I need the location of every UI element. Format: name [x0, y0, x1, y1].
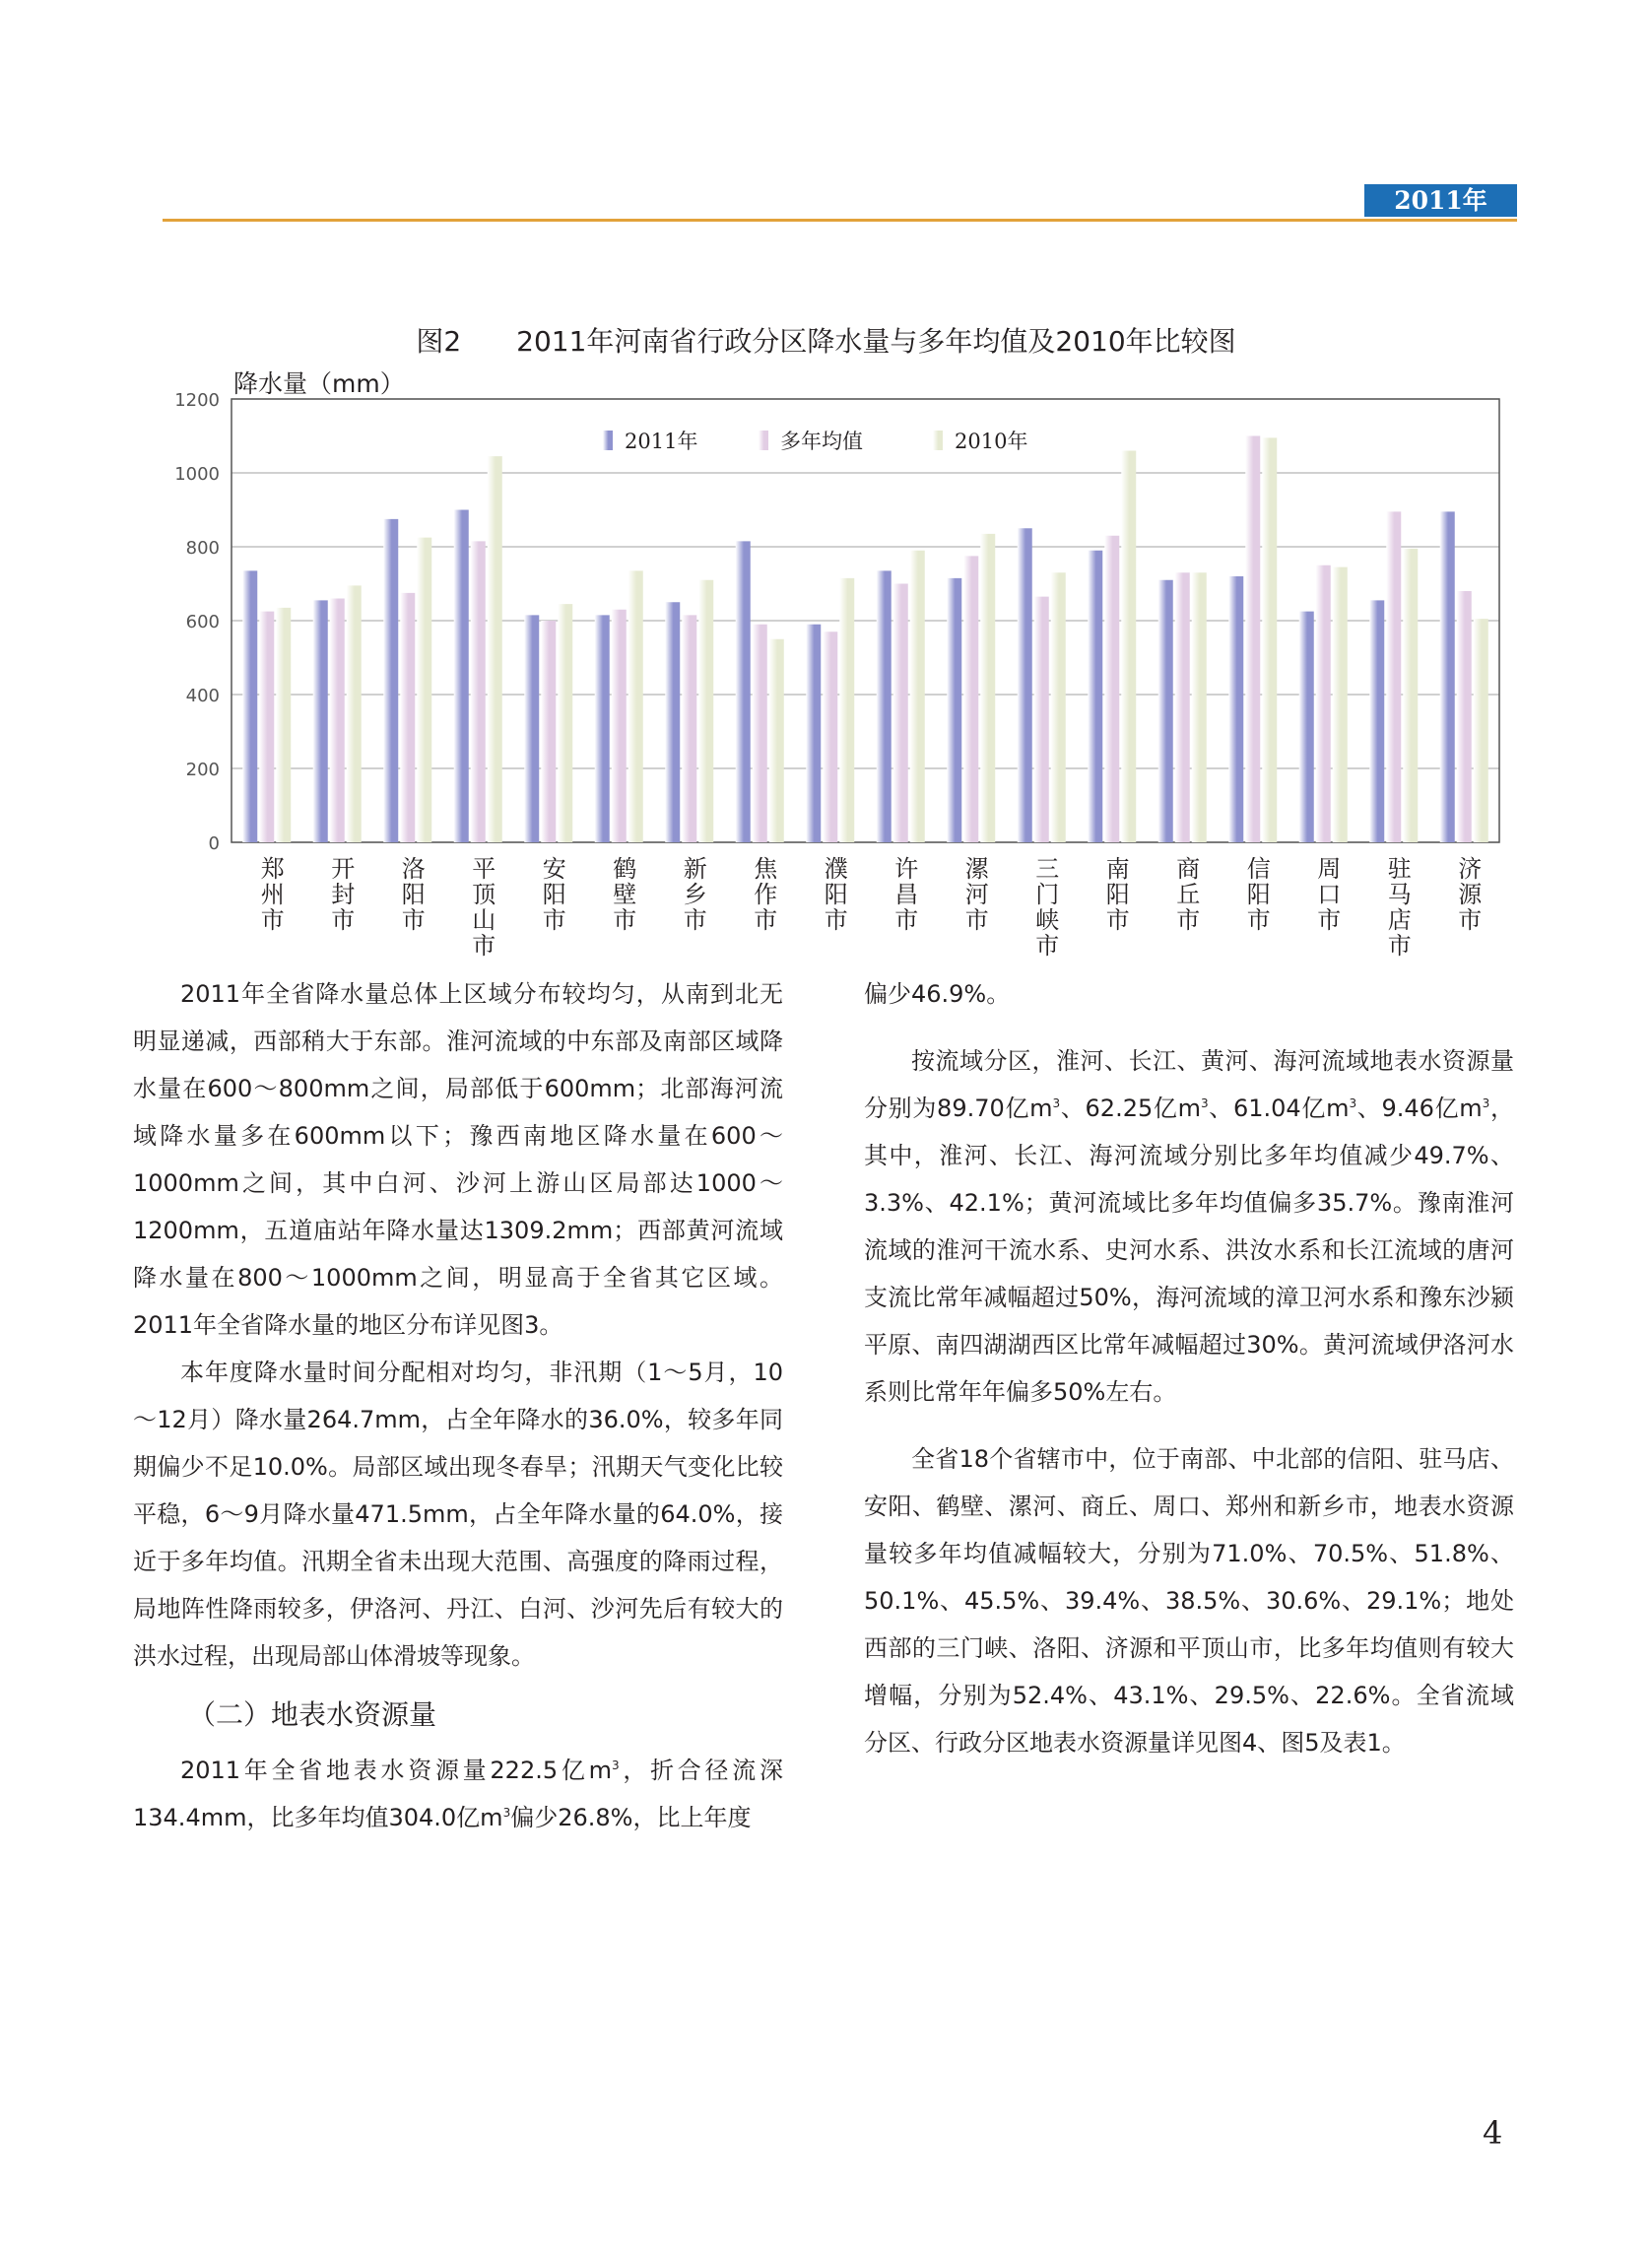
paragraph	[133, 1747, 783, 1841]
superscript: 3	[1052, 1096, 1061, 1110]
bar-mean	[471, 541, 486, 842]
paragraph: 全省18个省辖市中，位于南部、中北部的信阳、驻马店、安阳、鹤壁、漯河、商丘、周口、郑州和新乡市，地表水资源量较多年均值减幅较大，分别为71.0%、70.5%、51.8%、50.1%、45.5%、39.4%、38.5%、30.6%、29.1%；地处西部的三门峡、洛阳、济源和平顶山市，比多年均值则有较大增幅，分别为52.4%、43.1%、29.5%、22.6%。全省流域分区、行政分区地表水资源量详见图4、图5及表1。	[864, 1445, 1514, 1757]
x-tick-label: 安阳市	[542, 855, 566, 934]
x-tick-label: 济源市	[1458, 855, 1483, 934]
x-tick-label: 信阳市	[1246, 855, 1271, 934]
right-column	[864, 970, 1514, 1766]
text-run: 、9.46亿m	[1356, 1095, 1483, 1122]
y-tick-label: 800	[185, 538, 220, 559]
bar-2011	[947, 578, 961, 842]
x-tick-label: 郑州市	[260, 855, 285, 934]
chart-y-axis-label: 降水量（mm）	[233, 369, 405, 398]
bar-mean	[823, 631, 837, 842]
bar-2010	[488, 456, 502, 842]
bar-2011	[454, 510, 469, 843]
legend-label: 多年均值	[780, 430, 863, 453]
bar-mean	[1316, 565, 1331, 842]
bar-mean	[682, 615, 696, 842]
legend-swatch	[603, 431, 613, 450]
y-tick-label: 400	[185, 686, 220, 706]
paragraph-continuation: 偏少46.9%。	[864, 980, 1011, 1008]
y-tick-label: 0	[208, 833, 220, 854]
legend-label: 2011年	[625, 430, 698, 453]
bar-2010	[1262, 437, 1277, 842]
x-tick-label: 三门峡市	[1035, 855, 1060, 960]
bar-2011	[1088, 551, 1102, 842]
bar-2010	[276, 608, 291, 842]
bar-2010	[1051, 572, 1066, 842]
x-tick-label: 许昌市	[894, 855, 919, 934]
bar-2010	[558, 604, 572, 842]
left-column	[133, 970, 783, 1841]
bar-mean	[1245, 436, 1260, 843]
bar-2010	[1333, 567, 1348, 842]
bar-2010	[1192, 572, 1207, 842]
x-tick-label: 洛阳市	[401, 855, 426, 934]
bar-2011	[877, 570, 892, 842]
bar-mean	[1386, 511, 1401, 842]
bar-mean	[330, 599, 345, 843]
bar-mean	[1175, 572, 1190, 842]
x-tick-label: 新乡市	[683, 855, 707, 934]
bar-2010	[628, 570, 643, 842]
bar-mean	[753, 625, 767, 842]
bar-mean	[400, 593, 415, 842]
bar-mean	[541, 621, 556, 842]
year-tab: 2011年	[1364, 184, 1517, 217]
bar-2010	[417, 538, 431, 842]
chart-title: 图2 2011年河南省行政分区降水量与多年均值及2010年比较图	[416, 325, 1236, 358]
bar-2011	[383, 519, 398, 842]
x-tick-label: 平顶山市	[472, 855, 496, 960]
bar-chart	[0, 0, 1652, 985]
text-run: ，折合径流深134.4mm，比多年均值304.0亿m	[133, 1757, 784, 1831]
section-heading: （二）地表水资源量	[188, 1698, 437, 1731]
paragraph: 本年度降水量时间分配相对均匀，非汛期（1～5月，10～12月）降水量264.7mm，占全年降水的36.0%，较多年同期偏少不足10.0%。局部区域出现冬春旱；汛期天气变化比较平稳，6～9月降水量471.5mm，占全年降水量的64.0%，接近于多年均值。汛期全省未出现大范围、高强度的降雨过程，局地阵性降雨较多，伊洛河、丹江、白河、沙河先后有较大的洪水过程，出现局部山体滑坡等现象。	[133, 1359, 783, 1670]
bar-mean	[1457, 591, 1472, 842]
y-tick-label: 200	[185, 760, 220, 780]
x-tick-label: 漯河市	[964, 855, 989, 934]
x-tick-label: 开封市	[331, 855, 356, 934]
text-run: 按流域分区，淮河、长江、黄河、海河流域地表水资源量分别为89.70亿m	[864, 1047, 1514, 1122]
bar-2011	[1369, 600, 1384, 842]
x-tick-label: 南阳市	[1105, 855, 1130, 934]
bar-2011	[595, 615, 610, 842]
bar-2011	[665, 602, 680, 842]
paragraph	[864, 1037, 1514, 1416]
bar-mean	[893, 584, 908, 843]
page-number: 4	[1483, 2114, 1503, 2152]
bar-2010	[839, 578, 854, 842]
y-tick-label: 1000	[174, 464, 220, 485]
bar-2011	[1018, 528, 1032, 842]
superscript: 3	[502, 1806, 511, 1820]
bar-2011	[313, 600, 328, 842]
text-run: 、61.04亿m	[1208, 1095, 1350, 1122]
x-tick-label: 周口市	[1317, 855, 1342, 934]
y-tick-label: 600	[185, 612, 220, 632]
bar-2010	[347, 585, 362, 842]
bar-2011	[1299, 612, 1314, 842]
paragraph: 2011年全省降水量总体上区域分布较均匀，从南到北无明显递减，西部稍大于东部。淮河流域的中东部及南部区域降水量在600～800mm之间，局部低于600mm；北部海河流域降水量多在600mm以下；豫西南地区降水量在600～1000mm之间，其中白河、沙河上游山区局部达1000～1200mm，五道庙站年降水量达1309.2mm；西部黄河流域降水量在800～1000mm之间，明显高于全省其它区域。2011年全省降水量的地区分布详见图3。	[133, 980, 783, 1339]
text-run: 偏少26.8%，比上年度	[510, 1804, 752, 1831]
text-run: 、62.25亿m	[1060, 1095, 1201, 1122]
bar-2011	[806, 625, 821, 842]
bar-2011	[1228, 576, 1243, 842]
x-tick-label: 焦作市	[754, 855, 778, 934]
superscript: 3	[1482, 1096, 1490, 1110]
bar-2010	[910, 551, 925, 842]
legend-swatch	[759, 431, 768, 450]
x-tick-label: 驻马店市	[1387, 855, 1412, 960]
bar-mean	[1104, 536, 1119, 842]
bar-mean	[612, 610, 627, 842]
bar-2011	[1440, 511, 1455, 842]
text-run: ，其中，淮河、长江、海河流域分别比多年均值减少49.7%、3.3%、42.1%；黄河流域比多年均值偏多35.7%。豫南淮河流域的淮河干流水系、史河水系、洪汝水系和长江流域的唐河支流比常年减幅超过50%，海河流域的漳卫河水系和豫东沙颍平原、南四湖湖西区比常年减幅超过30%。黄河流域伊洛河水系则比常年年偏多50%左右。	[864, 1095, 1514, 1406]
bar-2010	[1474, 619, 1488, 842]
bar-2010	[698, 580, 713, 842]
superscript: 3	[611, 1759, 620, 1772]
bar-mean	[1034, 597, 1049, 842]
bar-2010	[1403, 549, 1418, 842]
x-tick-label: 鹤壁市	[613, 855, 637, 934]
bar-2011	[524, 615, 539, 842]
bar-mean	[963, 556, 978, 842]
legend-swatch	[933, 431, 943, 450]
y-tick-label: 1200	[174, 390, 220, 411]
bar-2010	[1121, 451, 1136, 843]
text-run: 2011年全省地表水资源量222.5亿m	[180, 1757, 612, 1784]
bar-2011	[1158, 580, 1173, 842]
superscript: 3	[1200, 1096, 1209, 1110]
x-tick-label: 商丘市	[1176, 855, 1201, 934]
bar-2011	[736, 541, 751, 842]
x-tick-label: 濮阳市	[824, 855, 848, 934]
legend-label: 2010年	[955, 430, 1028, 453]
bar-2010	[769, 639, 784, 842]
superscript: 3	[1349, 1096, 1357, 1110]
bar-2011	[242, 570, 257, 842]
bar-2010	[980, 534, 995, 842]
bar-mean	[259, 612, 274, 842]
